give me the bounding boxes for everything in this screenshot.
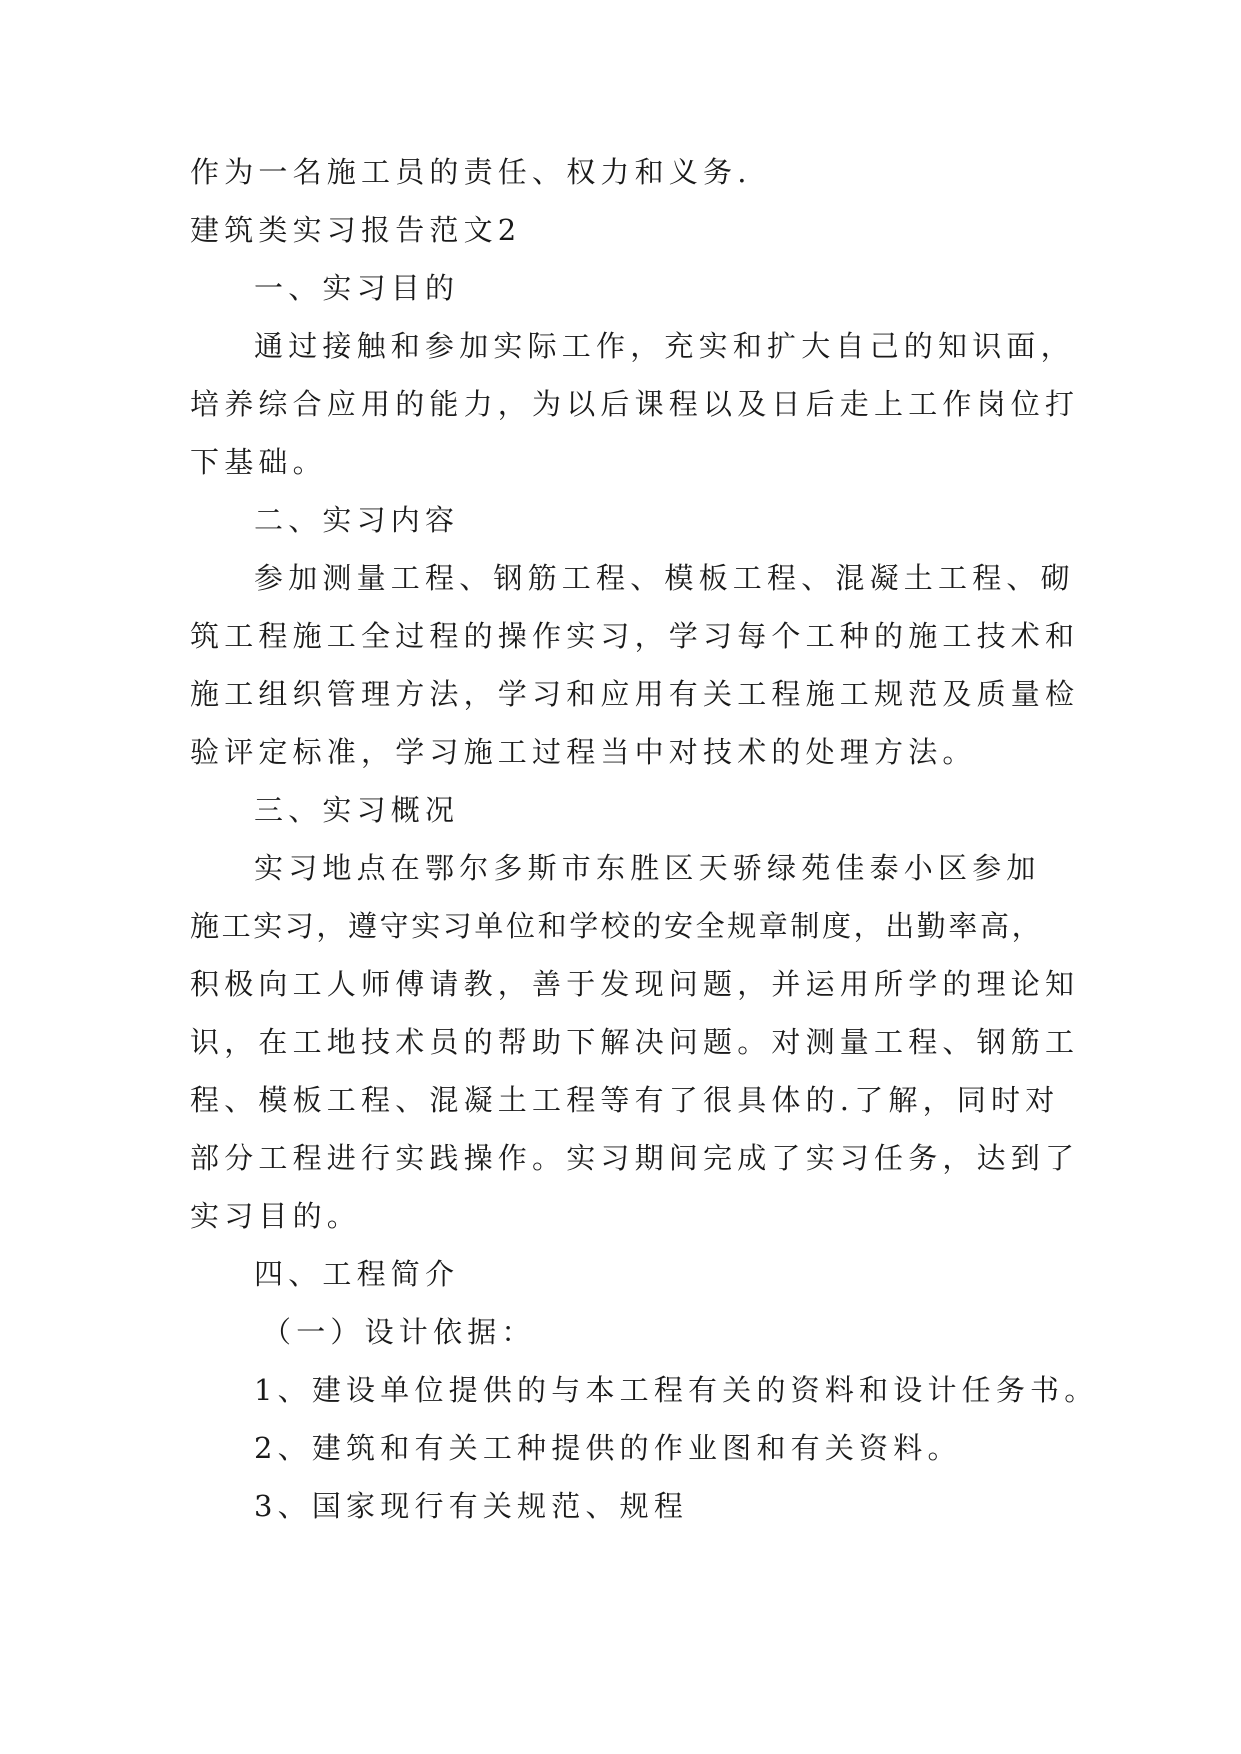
text-line: 作为一名施工员的责任、权力和义务.	[190, 155, 752, 189]
text-line: 部分工程进行实践操作。实习期间完成了实习任务，达到了	[190, 1141, 1080, 1175]
text-line: 施工组织管理方法，学习和应用有关工程施工规范及质量检	[190, 677, 1080, 711]
text-line: 实习目的。	[190, 1199, 362, 1233]
text-line: 实习地点在鄂尔多斯市东胜区天骄绿苑佳泰小区参加	[254, 851, 1041, 885]
text-line: 通过接触和参加实际工作，充实和扩大自己的知识面，	[254, 329, 1075, 363]
heading-content: 二、实习内容	[254, 503, 460, 537]
text-line: 参加测量工程、钢筋工程、模板工程、混凝土工程、砌	[254, 561, 1075, 595]
list-item: 3、国家现行有关规范、规程	[254, 1489, 689, 1523]
text-line: 施工实习，遵守实习单位和学校的安全规章制度，出勤率高，	[190, 909, 1044, 943]
text-line: 识，在工地技术员的帮助下解决问题。对测量工程、钢筋工	[190, 1025, 1080, 1059]
list-item: 1、建设单位提供的与本工程有关的资料和设计任务书。	[254, 1373, 1099, 1407]
subheading-design-basis: （一）设计依据：	[262, 1315, 536, 1349]
text-line: 筑工程施工全过程的操作实习，学习每个工种的施工技术和	[190, 619, 1080, 653]
text-line: 验评定标准，学习施工过程当中对技术的处理方法。	[190, 735, 977, 769]
heading-purpose: 一、实习目的	[254, 271, 460, 305]
text-line: 积极向工人师傅请教，善于发现问题，并运用所学的理论知	[190, 967, 1080, 1001]
heading-overview: 三、实习概况	[254, 793, 460, 827]
list-item: 2、建筑和有关工种提供的作业图和有关资料。	[254, 1431, 962, 1465]
heading-project-intro: 四、工程简介	[254, 1257, 460, 1291]
text-line: 程、模板工程、混凝土工程等有了很具体的.了解，同时对	[190, 1083, 1060, 1117]
text-line: 下基础。	[190, 445, 327, 479]
section-title: 建筑类实习报告范文2	[190, 213, 522, 247]
text-line: 培养综合应用的能力，为以后课程以及日后走上工作岗位打	[190, 387, 1080, 421]
